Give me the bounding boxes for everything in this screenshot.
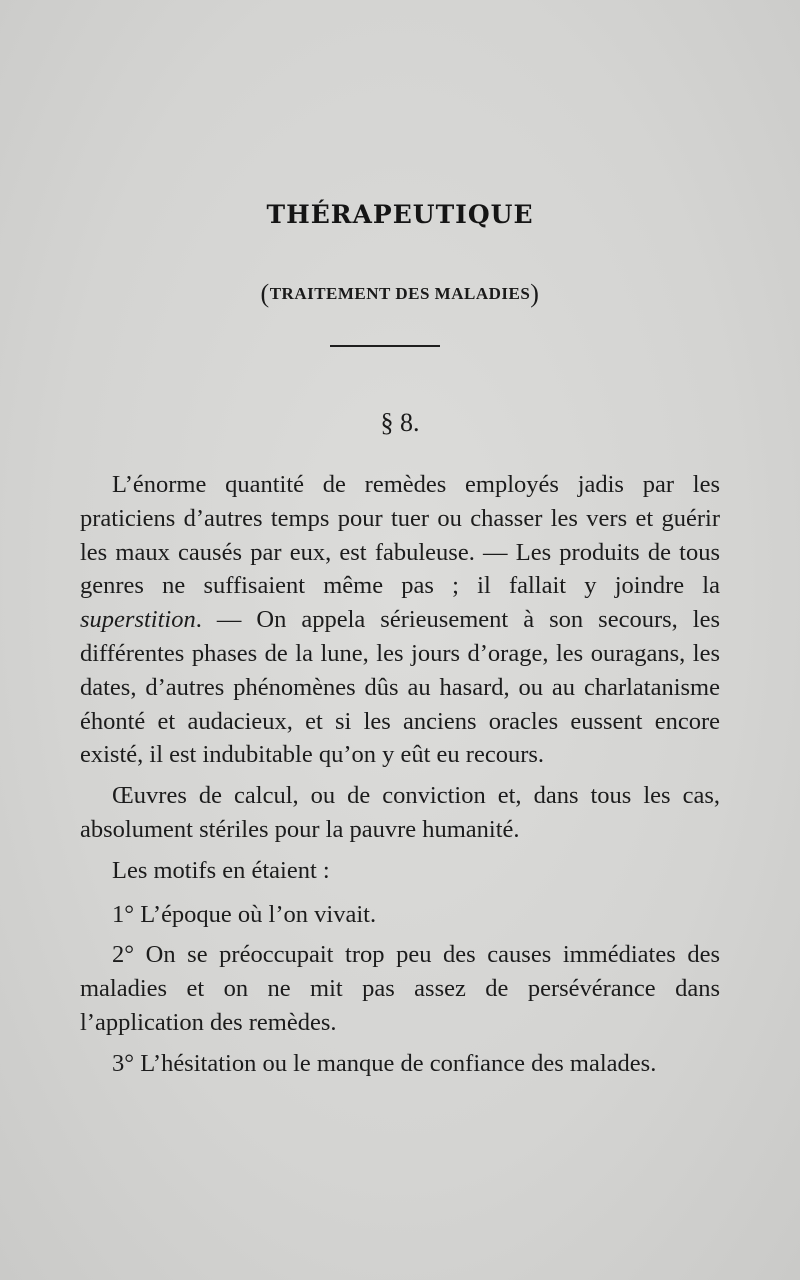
list-item-number: 3° <box>112 1049 135 1077</box>
section-number: § 8. <box>380 408 420 437</box>
paragraph-2: Œuvres de calcul, ou de conviction et, dans tous les cas, absolument stériles pour la pauvre humanité. <box>80 782 720 843</box>
subtitle-open-paren: ( <box>260 279 270 308</box>
list-item-text: L’hésitation ou le manque de confiance des malades. <box>140 1049 657 1077</box>
body-text <box>80 468 720 1081</box>
paragraph-1-part-2: . — On appela sérieusement à son secours, les différentes phases de la lune, les jours d’orage, les ouragans, les dates, d’autres phénomènes dûs au hasard, ou au charlatanisme éhonté et audacieux, et si les anciens oracles eussent encore existé, il est indubitable qu’on y eût eu recours. <box>80 606 720 769</box>
paragraph-1 <box>80 468 720 772</box>
title-divider <box>330 345 440 347</box>
subtitle-close-paren: ) <box>530 279 540 308</box>
list-item-text: On se préoccupait trop peu des causes immédiates des maladies et on ne mit pas assez de persévérance dans l’application des remèdes. <box>80 941 720 1036</box>
list-item-number: 1° <box>112 900 135 928</box>
paragraph-1-part-1: L’énorme quantité de remèdes employés jadis par les praticiens d’autres temps pour tuer ou chasser les vers et guérir les maux causés par eux, est fabuleuse. — Les produits de tous genres ne suffisaient même pas ; il fallait y joindre la <box>80 471 720 600</box>
list-item <box>80 898 720 932</box>
chapter-title: THÉRAPEUTIQUE <box>266 200 534 229</box>
chapter-subtitle <box>0 279 800 309</box>
list-item <box>80 1047 720 1081</box>
list-item-text: L’époque où l’on vivait. <box>140 900 377 928</box>
subtitle-text: TRAITEMENT DES MALADIES <box>269 284 531 303</box>
paragraph-1-emphasis: superstition <box>80 606 196 634</box>
list-item-number: 2° <box>112 941 135 969</box>
list-item <box>80 938 720 1039</box>
paragraph-3: Les motifs en étaient : <box>112 856 330 884</box>
